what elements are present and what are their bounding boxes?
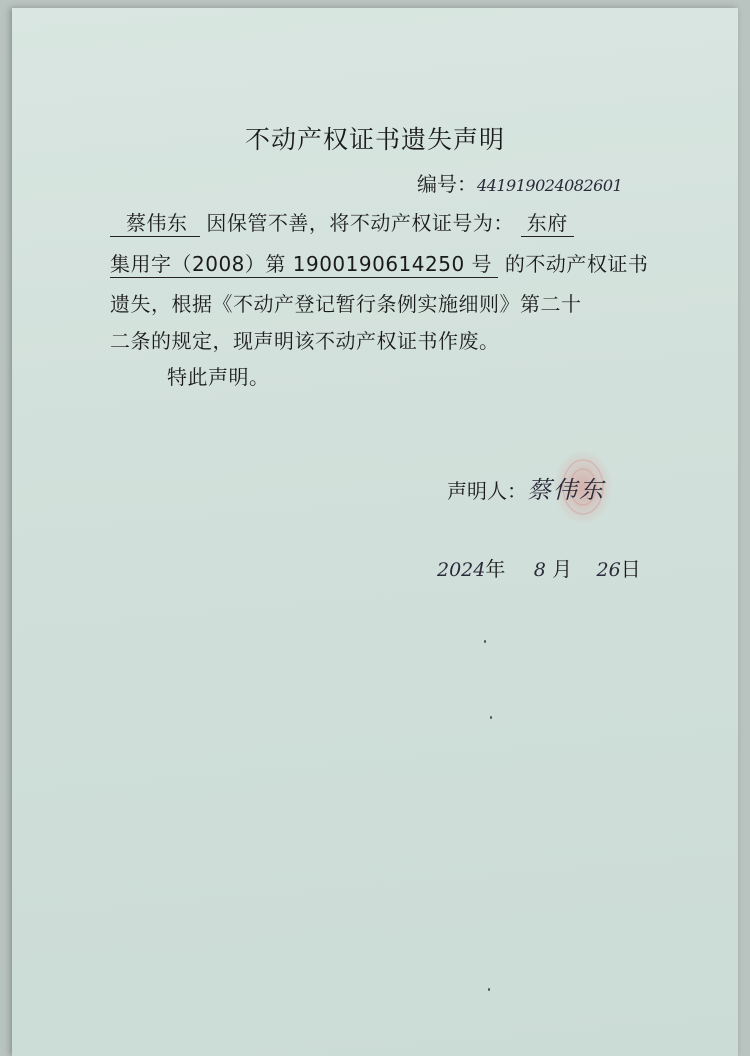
date-day-unit: 日 [620,557,641,581]
date-month: 8 [533,559,546,581]
body-line-3: 遗失，根据《不动产登记暂行条例实施细则》第二十 [110,292,582,316]
paper-speck [490,716,492,719]
page-title: 不动产权证书遗失声明 [244,125,505,154]
body-text-2: 的不动产权证书 [504,252,649,276]
body-line-5: 特此声明。 [167,365,270,389]
body-line-2 [110,248,648,278]
declarant-signature: 蔡伟东 [527,476,605,504]
date-month-unit: 月 [552,557,573,581]
declaration-date [437,553,641,582]
cert-prefix: 东府 [521,211,574,237]
cert-number: 集用字（2008）第 1900190614250 号 [110,252,498,278]
body-line-1 [110,207,574,237]
body-text-1: 因保管不善，将不动产权证号为： [206,211,514,235]
declaration-paper [12,8,738,1056]
number-label: 编号： [417,172,477,196]
date-day: 26 [596,559,621,581]
declarant-row [447,470,605,505]
document-number [417,168,622,197]
paper-speck [484,640,486,643]
owner-name: 蔡伟东 [110,211,200,237]
date-year: 2024 [437,559,486,581]
number-value: 441919024082601 [477,176,623,195]
body-line-4: 二条的规定，现声明该不动产权证书作废。 [110,329,500,353]
paper-speck [488,988,490,991]
date-year-unit: 年 [485,557,506,581]
declarant-label: 声明人： [447,479,527,503]
